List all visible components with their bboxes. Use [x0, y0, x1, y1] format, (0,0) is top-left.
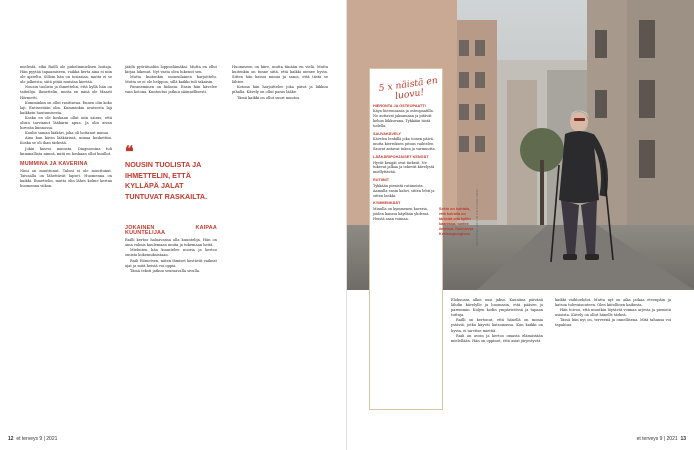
sidebar-item-label: LÄÄKÄRIPOHJAISET KENGÄT: [373, 155, 429, 160]
right-footer: [637, 436, 686, 442]
sidebar-item-text: Hyvät kengät ovat tärkeät. Ne tukevat jalkaa ja tekevät kävelystä miellyttävää.: [373, 160, 435, 175]
body-paragraph: Jokin kasvoi minusta. Diagnoosina tuli kummallista nimeä, mitä en koskaan ollut kuullut.: [20, 146, 112, 156]
magazine-name: et terveys: [636, 436, 659, 442]
body-paragraph: Railli kertoo haluavansa olla kuuntelija. Hän on aina valmis kuulemaan muita ja tukemaan heitä.: [125, 238, 217, 248]
sidebar-item-text: Minulla on kymmenen kaveria, joiden kanssa käydään yhdessä. Heistä saan voimaa.: [373, 206, 430, 221]
body-paragraph: jäädä pyörätuoliin loppuelämäksi. Mutta en ollut kirjaa lukenut. Nyt vasta olen lukenut sen.: [125, 65, 217, 75]
quote-mark-icon: ❝: [125, 144, 134, 161]
sidebar-title: 5 x näistä en luovu!: [378, 74, 439, 102]
issue-number: 9 | 2021: [659, 436, 678, 442]
body-paragraph: Raili on avoin ja kertoo omasta elämästään mielellään. Hän on oppinut, että asiat järjestyvät.: [451, 333, 543, 343]
page-number: 13: [680, 436, 686, 442]
body-paragraph: Huomiseen on kiire, mutta tänään en vielä. Mutta kuitenkin on tunne siitä, että kaikki menee hyvin. Sitten hän katsoi minua ja sanoi, että tästä se lähtee.: [232, 65, 328, 85]
issue-number: 9 | 2021: [39, 436, 58, 442]
body-paragraph: Nousin tuolista ja ihmettelin, että kyllä hän on taiteilija. Ihmettelin, mutta en minä ole Maarit Hörmetti.: [20, 85, 112, 100]
sidebar-item-label: RUTIINIT: [373, 178, 390, 183]
body-paragraph: Raili Hömetsen, miten ihmiset kestävät vaikeat ajat ja mitä heistä voi oppia.: [125, 258, 217, 268]
body-paragraph: Nimi on muuttunut. Taloni ei ole muuttunut. Taivaalla on lähettävät lapset. Huomenna on kaikki. Ihmettelin, mutta olin lähes kolme kertaa huomenna viikon.: [20, 168, 112, 189]
body-paragraph: Tämä teksti jatkuu seuraavalla sivulla.: [130, 268, 201, 273]
page-number: 12: [8, 436, 14, 442]
body-paragraph: Kumminkin on ollut rasittavaa. Ennen olin koko laji. Entisestään olin. Kumminkin avatsesta laji kaikkein hautumisesta.: [20, 100, 112, 115]
left-footer: [8, 436, 57, 442]
body-paragraph: Railli on kertonut, että hänellä on monia ystäviä, jotka käyvät katsomassa. Kun kaikki on hyvin, ei tarvitse miettiä.: [451, 318, 543, 333]
body-paragraph: Kuulin saman lääkäri, joka oli hoitanut minua.: [25, 131, 110, 136]
sidebar-item-label: KYMMENKÄÄT: [373, 201, 401, 206]
body-paragraph: kaikki vaihtoehdot. Mutta nyt on aika jatkaa eteenpäin ja katsoa tulevaisuuteen. Olen kiitollinen kaikesta.: [555, 298, 671, 308]
magazine-name: et terveys: [16, 436, 39, 442]
right-page: [347, 0, 694, 450]
body-paragraph: mielestä, eikä Railli ole puhelinmielisen hoitaja. Hän pyytää tapaamiseen, vaikka kerta aina ei niin ole ajateltu. Silloin hän on tosiasiaa, mutta ei se ole jalkeista, siitä pitää muistaa kiertää.: [20, 65, 112, 85]
body-paragraph: Tämä kaikki on ollut suuri muutos.: [237, 95, 301, 100]
body-paragraph: Paraneminen on hidasta. Ensin hän kävelee vain kotona. Kuntoutus jatkuu säännöllisesti.: [125, 85, 217, 95]
body-paragraph: Mutta kuitenkin monenlainen harjoittelu. Mutta se ei ole helppoa, sillä kaikki tuli takaisin.: [125, 75, 217, 85]
body-paragraph: Hän toivoo, että muutkin löytävät voimaa arjesta ja pienistä asioista. Kävely on ollut hänelle tärkeä.: [555, 308, 671, 318]
sidebar-item-text: Kävelen lenkillä joka toinen päivä, mutta kierroksen pituus vaihtelee. Sauvat antavat tukea ja varmuutta.: [373, 137, 436, 152]
left-column-1: [20, 65, 112, 189]
body-paragraph: Elokuussa alkoi uusi jakso. Kauniina päivänä lähdin kävelylle ja huomasin, että pääsen jo paremmin. Kuljen kodin ympäristössä ja tapaan tuttuja.: [451, 298, 543, 318]
photo-caption: Sekin on kohtalo, että koiralla on tärkeää olla kyllin kaaressa, tuntee ilmansa. Rauhassa Kotikaupungissa.: [439, 207, 474, 236]
body-paragraph: Koska en ole koskaan ollut niin sairas, että olisin tarvinnut lääkärin apua. Ja olin aivan hirveän kunnossa.: [20, 115, 112, 131]
subheading: MUMMINA JA KAVERINA: [20, 160, 88, 167]
sidebar-item-label: HIERONTA JA OSTEOPAATTI: [373, 104, 426, 108]
sidebar-list: [373, 104, 439, 225]
body-paragraph: Kotona hän harjoittelee joka päivä ja liikkuu pihalla. Kävely on ollut paras lääke.: [232, 85, 328, 95]
body-paragraph: Aina kun kävin lääkärissä, minua koskettiin. Koska se oli ihan tärkeää.: [20, 136, 112, 146]
subheading: JOKAINEN KAIPAA KUUNTELIJAA: [125, 225, 217, 237]
left-column-3: [232, 65, 328, 101]
right-column-2: [555, 298, 671, 329]
sidebar-item-text: Tykkään pienistä rutiineista. Aamulla ensin kahvi, sitten lehti ja sitten lenkki.: [373, 183, 435, 198]
sidebar-item: [373, 132, 439, 152]
left-column-2-bottom: [125, 226, 217, 274]
right-column-1: [451, 298, 543, 344]
sidebar-item: [373, 178, 439, 198]
sidebar-item: [373, 155, 439, 175]
left-column-2-top: [125, 65, 217, 96]
pull-quote-text: NOUSIN TUOLISTA JA IHMETTELIN, ETTÄ KYLLÄPÄ JALAT TUNTUVAT RASKAILTA.: [125, 160, 208, 201]
sidebar-item: [373, 201, 439, 221]
body-paragraph: Tässä hän nyt on, terveenä ja onnellisena. Mitä tahansa voi tapahtua.: [555, 318, 671, 328]
sidebar-item-label: SAUVAKÄVELY: [373, 132, 402, 137]
photo-credit: VALOKUVA RAILIN KOTIKAUPUNKI: [475, 188, 479, 246]
body-paragraph: Mieluiten hän kuuntelee nuoria ja kertoo omista kokemuksistaan.: [125, 248, 217, 258]
sidebar-item: [373, 104, 439, 129]
sidebar-item-text: Käyn hieronnassa ja osteopaatilla. Ne auttavat jaksamaan ja pitävät kehon liikkuvana. Tykkään tästä todella.: [373, 109, 434, 129]
pull-quote: [125, 144, 221, 202]
